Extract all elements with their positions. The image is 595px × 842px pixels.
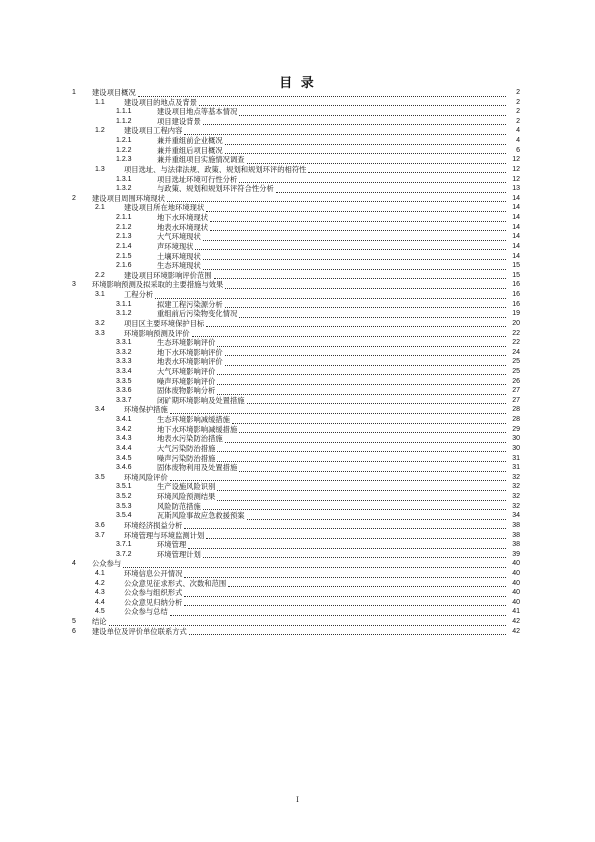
- toc-entry-number: 3.3.3: [116, 358, 132, 366]
- toc-entry-title: 生态环境影响减缓措施: [157, 415, 230, 425]
- toc-leader-dots: [206, 203, 506, 212]
- toc-entry-page: 12: [512, 175, 520, 183]
- toc-entry[interactable]: [0, 271, 595, 281]
- toc-leader-dots: [239, 107, 506, 116]
- toc-entry-number: 2: [72, 194, 76, 202]
- toc-leader-dots: [276, 184, 506, 193]
- toc-entry-page: 32: [512, 502, 520, 510]
- toc-entry[interactable]: [0, 434, 595, 444]
- toc-entry-title: 固体废物影响分析: [157, 386, 216, 396]
- toc-leader-dots: [228, 579, 506, 588]
- toc-entry-number: 3.4.4: [116, 444, 132, 452]
- toc-entry-page: 27: [512, 396, 520, 404]
- toc-entry[interactable]: [0, 203, 595, 213]
- toc-leader-dots: [184, 569, 506, 578]
- toc-leader-dots: [225, 357, 506, 366]
- toc-entry-number: 3: [72, 281, 76, 289]
- toc-entry-number: 3.2: [95, 319, 105, 327]
- toc-entry-page: 38: [512, 531, 520, 539]
- toc-entry-page: 16: [512, 291, 520, 299]
- toc-entry[interactable]: [0, 184, 595, 194]
- toc-entry-page: 20: [512, 319, 520, 327]
- toc-entry-title: 公众意见征求形式、次数和范围: [124, 578, 227, 588]
- toc-leader-dots: [217, 492, 506, 501]
- toc-leader-dots: [217, 482, 506, 491]
- toc-entry[interactable]: [0, 107, 595, 117]
- toc-leader-dots: [203, 261, 506, 270]
- toc-entry-number: 3.4.3: [116, 435, 132, 443]
- toc-entry[interactable]: [0, 559, 595, 569]
- toc-leader-dots: [210, 213, 506, 222]
- toc-leader-dots: [155, 290, 506, 299]
- toc-entry-title: 项目建设背景: [157, 116, 201, 126]
- toc-entry-number: 1.2.3: [116, 156, 132, 164]
- toc-entry-title: 公众参与总结: [124, 607, 168, 617]
- toc-leader-dots: [184, 598, 506, 607]
- toc-entry[interactable]: [0, 627, 595, 637]
- toc-entry-page: 19: [512, 310, 520, 318]
- toc-leader-dots: [195, 242, 506, 251]
- toc-entry-page: 15: [512, 271, 520, 279]
- toc-entry-title: 公众意见归纳分析: [124, 597, 183, 607]
- toc-leader-dots: [188, 540, 506, 549]
- toc-entry-page: 16: [512, 300, 520, 308]
- toc-entry[interactable]: [0, 492, 595, 502]
- toc-entry-number: 5: [72, 618, 76, 626]
- toc-entry-page: 22: [512, 339, 520, 347]
- toc-leader-dots: [217, 386, 506, 395]
- toc-entry[interactable]: [0, 367, 595, 377]
- toc-entry[interactable]: [0, 588, 595, 598]
- toc-leader-dots: [239, 463, 506, 472]
- toc-entry[interactable]: [0, 444, 595, 454]
- toc-entry-title: 大气环境影响评价: [157, 366, 216, 376]
- toc-entry-page: 14: [512, 214, 520, 222]
- toc-entry-title: 地表水环境现状: [157, 222, 209, 232]
- toc-leader-dots: [217, 338, 506, 347]
- toc-entry-page: 25: [512, 367, 520, 375]
- toc-entry[interactable]: [0, 309, 595, 319]
- toc-entry-number: 3.6: [95, 521, 105, 529]
- toc-entry-page: 14: [512, 242, 520, 250]
- toc-leader-dots: [225, 136, 506, 145]
- toc-leader-dots: [170, 473, 506, 482]
- toc-entry-title: 地下水环境影响减缓措施: [157, 424, 238, 434]
- toc-entry-page: 42: [512, 618, 520, 626]
- toc-entry-number: 3.1: [95, 291, 105, 299]
- toc-entry-number: 2.1.3: [116, 233, 132, 241]
- toc-entry-number: 4.5: [95, 608, 105, 616]
- toc-entry[interactable]: [0, 165, 595, 175]
- toc-entry-title: 噪声环境影响评价: [157, 376, 216, 386]
- toc-leader-dots: [214, 271, 506, 280]
- toc-entry[interactable]: [0, 126, 595, 136]
- toc-entry[interactable]: [0, 579, 595, 589]
- toc-entry-title: 环境影响预测及评价: [124, 328, 190, 338]
- toc-entry-title: 声环境现状: [157, 241, 194, 251]
- toc-leader-dots: [217, 367, 506, 376]
- toc-entry-number: 1.1.1: [116, 108, 132, 116]
- page-number: I: [296, 796, 299, 804]
- toc-leader-dots: [239, 175, 506, 184]
- toc-leader-dots: [225, 146, 506, 155]
- toc-entry[interactable]: [0, 213, 595, 223]
- toc-entry-number: 3.1.1: [116, 300, 132, 308]
- toc-leader-dots: [138, 88, 506, 97]
- toc-entry-title: 工程分析: [124, 290, 154, 300]
- toc-entry[interactable]: [0, 473, 595, 483]
- toc-leader-dots: [203, 117, 506, 126]
- toc-entry-page: 29: [512, 425, 520, 433]
- toc-leader-dots: [308, 165, 506, 174]
- toc-entry-page: 14: [512, 233, 520, 241]
- toc-entry-title: 大气环境现状: [157, 232, 201, 242]
- toc-entry[interactable]: [0, 511, 595, 521]
- toc-leader-dots: [167, 194, 506, 203]
- toc-entry-title: 环境信息公开情况: [124, 569, 183, 578]
- toc-entry-number: 3.7: [95, 531, 105, 539]
- toc-entry-title: 地下水环境影响评价: [157, 347, 223, 357]
- toc-entry-number: 3.4: [95, 406, 105, 414]
- toc-entry[interactable]: [0, 531, 595, 541]
- toc-entry-title: 建设项目概况: [92, 88, 136, 97]
- toc-entry-number: 1.2.1: [116, 137, 132, 145]
- toc-entry-page: 34: [512, 512, 520, 520]
- toc-leader-dots: [247, 511, 506, 520]
- toc-entry[interactable]: [0, 98, 595, 108]
- toc-leader-dots: [239, 309, 506, 318]
- toc-entry-number: 3.3.5: [116, 377, 132, 385]
- toc-leader-dots: [199, 98, 506, 107]
- toc-entry-title: 闭矿期环境影响及处置措施: [157, 395, 245, 405]
- toc-entry[interactable]: [0, 319, 595, 329]
- toc-entry-title: 建设单位及评价单位联系方式: [92, 626, 187, 636]
- toc-entry-title: 噪声污染防治措施: [157, 453, 216, 463]
- toc-entry-title: 环境风险预测结果: [157, 492, 216, 502]
- toc-entry[interactable]: [0, 607, 595, 617]
- toc-entry[interactable]: [0, 482, 595, 492]
- toc-leader-dots: [189, 627, 506, 636]
- toc-entry-number: 3.7.1: [116, 541, 132, 549]
- toc-entry-page: 15: [512, 262, 520, 270]
- toc-entry-number: 2.1.2: [116, 223, 132, 231]
- toc-entry-number: 2.1: [95, 204, 105, 212]
- toc-entry-page: 30: [512, 444, 520, 452]
- toc-entry-page: 24: [512, 348, 520, 356]
- toc-entry-title: 建设项目所在地环境现状: [124, 203, 205, 213]
- toc-entry-page: 12: [512, 156, 520, 164]
- toc-entry-number: 3.4.5: [116, 454, 132, 462]
- toc-entry[interactable]: [0, 223, 595, 233]
- toc-entry-title: 生产设施风险识别: [157, 482, 216, 492]
- toc-leader-dots: [206, 319, 506, 328]
- toc-entry-title: 固体废物利用及处置措施: [157, 463, 238, 473]
- toc-entry-number: 3.5.4: [116, 512, 132, 520]
- toc-entry-number: 1.3: [95, 165, 105, 173]
- toc-entry-title: 结论: [92, 617, 107, 627]
- toc-leader-dots: [123, 559, 506, 568]
- toc-entry-title: 环境经济损益分析: [124, 520, 183, 530]
- toc-entry-number: 4: [72, 560, 76, 568]
- toc-entry-number: 3.3.4: [116, 367, 132, 375]
- toc-entry-title: 土壤环境现状: [157, 251, 201, 261]
- toc-entry-number: 2.2: [95, 271, 105, 279]
- toc-entry-number: 3.4.2: [116, 425, 132, 433]
- toc-entry-number: 2.1.6: [116, 262, 132, 270]
- toc-entry[interactable]: [0, 415, 595, 425]
- toc-entry-number: 2.1.5: [116, 252, 132, 260]
- toc-entry-title: 建设项目的地点及背景: [124, 97, 197, 107]
- toc-entry-title: 地下水环境现状: [157, 213, 209, 223]
- toc-entry-number: 6: [72, 627, 76, 635]
- toc-entry-title: 环境影响预测及拟采取的主要措施与效果: [92, 280, 224, 290]
- toc-leader-dots: [206, 531, 506, 540]
- toc-entry-page: 25: [512, 358, 520, 366]
- toc-entry-title: 环境保护措施: [124, 405, 168, 415]
- toc-entry-title: 环境管理与环境监测计划: [124, 530, 205, 540]
- toc-entry[interactable]: [0, 617, 595, 627]
- toc-entry-page: 40: [512, 579, 520, 587]
- toc-entry-page: 2: [516, 117, 520, 125]
- toc-entry-number: 4.4: [95, 598, 105, 606]
- toc-entry-page: 28: [512, 416, 520, 424]
- toc-entry-title: 大气污染防治措施: [157, 443, 216, 453]
- toc-entry[interactable]: [0, 357, 595, 367]
- toc-entry-number: 4.2: [95, 579, 105, 587]
- toc-entry-title: 建设项目周围环境现状: [92, 193, 165, 203]
- toc-entry-title: 地表水环境影响评价: [157, 357, 223, 367]
- toc-entry-title: 拟建工程污染源分析: [157, 299, 223, 309]
- toc-entry-number: 4.3: [95, 589, 105, 597]
- toc-leader-dots: [203, 252, 506, 261]
- toc-entry[interactable]: [0, 155, 595, 165]
- toc-entry-page: 26: [512, 377, 520, 385]
- toc-entry[interactable]: [0, 550, 595, 560]
- toc-entry-page: 2: [516, 108, 520, 116]
- toc-entry-number: 2.1.4: [116, 242, 132, 250]
- toc-entry[interactable]: [0, 242, 595, 252]
- toc-entry-title: 兼并重组后项目概况: [157, 145, 223, 155]
- toc-entry[interactable]: [0, 175, 595, 185]
- toc-entry[interactable]: [0, 463, 595, 473]
- toc-leader-dots: [225, 348, 506, 357]
- toc-entry-number: 3.3.1: [116, 339, 132, 347]
- toc-entry[interactable]: [0, 396, 595, 406]
- toc-entry-page: 14: [512, 194, 520, 202]
- toc-entry-title: 与政策、规划和规划环评符合性分析: [157, 184, 274, 194]
- toc-entry[interactable]: [0, 425, 595, 435]
- toc-entry-number: 3.3: [95, 329, 105, 337]
- toc-entry-number: 2.1.1: [116, 214, 132, 222]
- toc-entry[interactable]: [0, 232, 595, 242]
- toc-entry-title: 兼并重组项目实施情况调查: [157, 155, 245, 165]
- toc-entry-number: 3.7.2: [116, 550, 132, 558]
- toc-entry-page: 22: [512, 329, 520, 337]
- toc-entry[interactable]: [0, 300, 595, 310]
- toc-entry-number: 1.3.1: [116, 175, 132, 183]
- toc-entry[interactable]: [0, 261, 595, 271]
- toc-entry[interactable]: [0, 540, 595, 550]
- toc-entry-page: 40: [512, 598, 520, 606]
- toc-leader-dots: [225, 434, 506, 443]
- toc-entry-title: 项目区主要环境保护目标: [124, 318, 205, 328]
- toc-entry-page: 27: [512, 387, 520, 395]
- toc-entry-page: 42: [512, 627, 520, 635]
- toc-entry-page: 40: [512, 570, 520, 577]
- toc-leader-dots: [232, 415, 506, 424]
- toc-entry[interactable]: [0, 386, 595, 396]
- toc-entry-number: 1.2.2: [116, 146, 132, 154]
- toc-entry[interactable]: [0, 329, 595, 339]
- toc-entry-number: 3.5: [95, 473, 105, 481]
- toc-leader-dots: [184, 588, 506, 597]
- toc-entry-title: 建设项目地点等基本情况: [157, 107, 238, 117]
- toc-leader-dots: [184, 521, 506, 530]
- toc-leader-dots: [184, 126, 506, 135]
- toc-entry-page: 6: [516, 146, 520, 154]
- toc-entry-page: 40: [512, 589, 520, 597]
- toc-entry-page: 30: [512, 435, 520, 443]
- toc-entry[interactable]: [0, 377, 595, 387]
- toc-leader-dots: [170, 405, 506, 414]
- toc-title: 目 录: [279, 76, 316, 91]
- toc-entry-title: 环境管理计划: [157, 549, 201, 559]
- toc-leader-dots: [203, 550, 506, 559]
- toc-entry-page: 32: [512, 483, 520, 491]
- toc-leader-dots: [203, 502, 506, 511]
- toc-entry-page: 12: [512, 165, 520, 173]
- toc-entry-title: 生态环境影响评价: [157, 338, 216, 348]
- toc-entry[interactable]: [0, 88, 595, 98]
- toc-entry[interactable]: [0, 146, 595, 156]
- toc-entry[interactable]: [0, 521, 595, 531]
- toc-entry-title: 项目选址环境可行性分析: [157, 174, 238, 184]
- toc-entry[interactable]: [0, 136, 595, 146]
- toc-entry-page: 40: [512, 560, 520, 568]
- toc-entry-number: 3.5.3: [116, 502, 132, 510]
- toc-entry-page: 13: [512, 185, 520, 193]
- toc-leader-dots: [210, 223, 506, 232]
- toc-entry-page: 14: [512, 223, 520, 231]
- toc-leader-dots: [203, 232, 506, 241]
- toc-entry-number: 3.3.6: [116, 387, 132, 395]
- toc-leader-dots: [247, 396, 506, 405]
- toc-entry-number: 1: [72, 89, 76, 96]
- toc-entry-title: 风险防范措施: [157, 501, 201, 511]
- toc-entry[interactable]: [0, 290, 595, 300]
- toc-entry[interactable]: [0, 280, 595, 290]
- toc-entry-number: 3.4.1: [116, 416, 132, 424]
- toc-entry-page: 31: [512, 464, 520, 472]
- toc-leader-dots: [170, 607, 506, 616]
- toc-entry-page: 31: [512, 454, 520, 462]
- toc-entry-title: 环境管理: [157, 540, 187, 550]
- toc-entry-title: 公众参与: [92, 559, 122, 569]
- toc-entry-number: 1.2: [95, 127, 105, 135]
- toc-entry-title: 重组前后污染物变化情况: [157, 309, 238, 319]
- toc-entry-page: 2: [516, 98, 520, 106]
- toc-entry-title: 瓦斯风险事故应急救援预案: [157, 511, 245, 521]
- toc-entry-page: 2: [516, 89, 520, 96]
- toc-entry-page: 39: [512, 550, 520, 558]
- toc-entry[interactable]: [0, 454, 595, 464]
- toc-entry[interactable]: [0, 405, 595, 415]
- toc-entry-page: 28: [512, 406, 520, 414]
- toc-entry-number: 3.5.1: [116, 483, 132, 491]
- toc-entry[interactable]: [0, 598, 595, 608]
- toc-leader-dots: [225, 280, 506, 289]
- toc-entry-number: 3.3.7: [116, 396, 132, 404]
- toc-entry[interactable]: [0, 117, 595, 127]
- toc-leader-dots: [217, 454, 506, 463]
- toc-entry-title: 兼并重组前企业概况: [157, 136, 223, 146]
- toc-entry-title: 环境风险评价: [124, 472, 168, 482]
- toc-entry-title: 建设项目环境影响评价范围: [124, 270, 212, 280]
- toc-entry-title: 建设项目工程内容: [124, 126, 183, 136]
- toc-leader-dots: [109, 617, 506, 626]
- toc-entry[interactable]: [0, 194, 595, 204]
- toc-entry-number: 3.1.2: [116, 310, 132, 318]
- toc-entry[interactable]: [0, 569, 595, 579]
- toc-entry-page: 38: [512, 541, 520, 549]
- toc-entry-page: 16: [512, 281, 520, 289]
- toc-leader-dots: [192, 329, 506, 338]
- toc-entry-title: 生态环境现状: [157, 261, 201, 271]
- toc-entry-page: 14: [512, 204, 520, 212]
- toc-entry-number: 3.5.2: [116, 493, 132, 501]
- toc-entry-page: 4: [516, 137, 520, 145]
- toc-leader-dots: [225, 300, 506, 309]
- toc-leader-dots: [239, 425, 506, 434]
- toc-entry-number: 3.3.2: [116, 348, 132, 356]
- toc-entry-title: 公众参与组织形式: [124, 588, 183, 598]
- toc-entry-page: 14: [512, 252, 520, 260]
- toc-leader-dots: [217, 444, 506, 453]
- toc-entry[interactable]: [0, 348, 595, 358]
- toc-leader-dots: [247, 155, 506, 164]
- toc-entry[interactable]: [0, 502, 595, 512]
- toc-entry-page: 41: [512, 608, 520, 616]
- toc-entry-number: 3.4.6: [116, 464, 132, 472]
- toc-entry[interactable]: [0, 252, 595, 262]
- toc-entry-page: 32: [512, 493, 520, 501]
- toc-entry-number: 1.3.2: [116, 185, 132, 193]
- toc-entry[interactable]: [0, 338, 595, 348]
- toc-leader-dots: [217, 377, 506, 386]
- toc-entry-title: 项目选址、与法律法规、政策、规划和规划环评的相符性: [124, 164, 307, 174]
- toc-entry-page: 38: [512, 521, 520, 529]
- toc-entry-title: 地表水污染防治措施: [157, 434, 223, 444]
- toc-entry-page: 32: [512, 473, 520, 481]
- toc-entry-number: 1.1.2: [116, 117, 132, 125]
- toc-entry-page: 4: [516, 127, 520, 135]
- toc-entry-number: 4.1: [95, 570, 105, 577]
- toc-entry-number: 1.1: [95, 98, 105, 106]
